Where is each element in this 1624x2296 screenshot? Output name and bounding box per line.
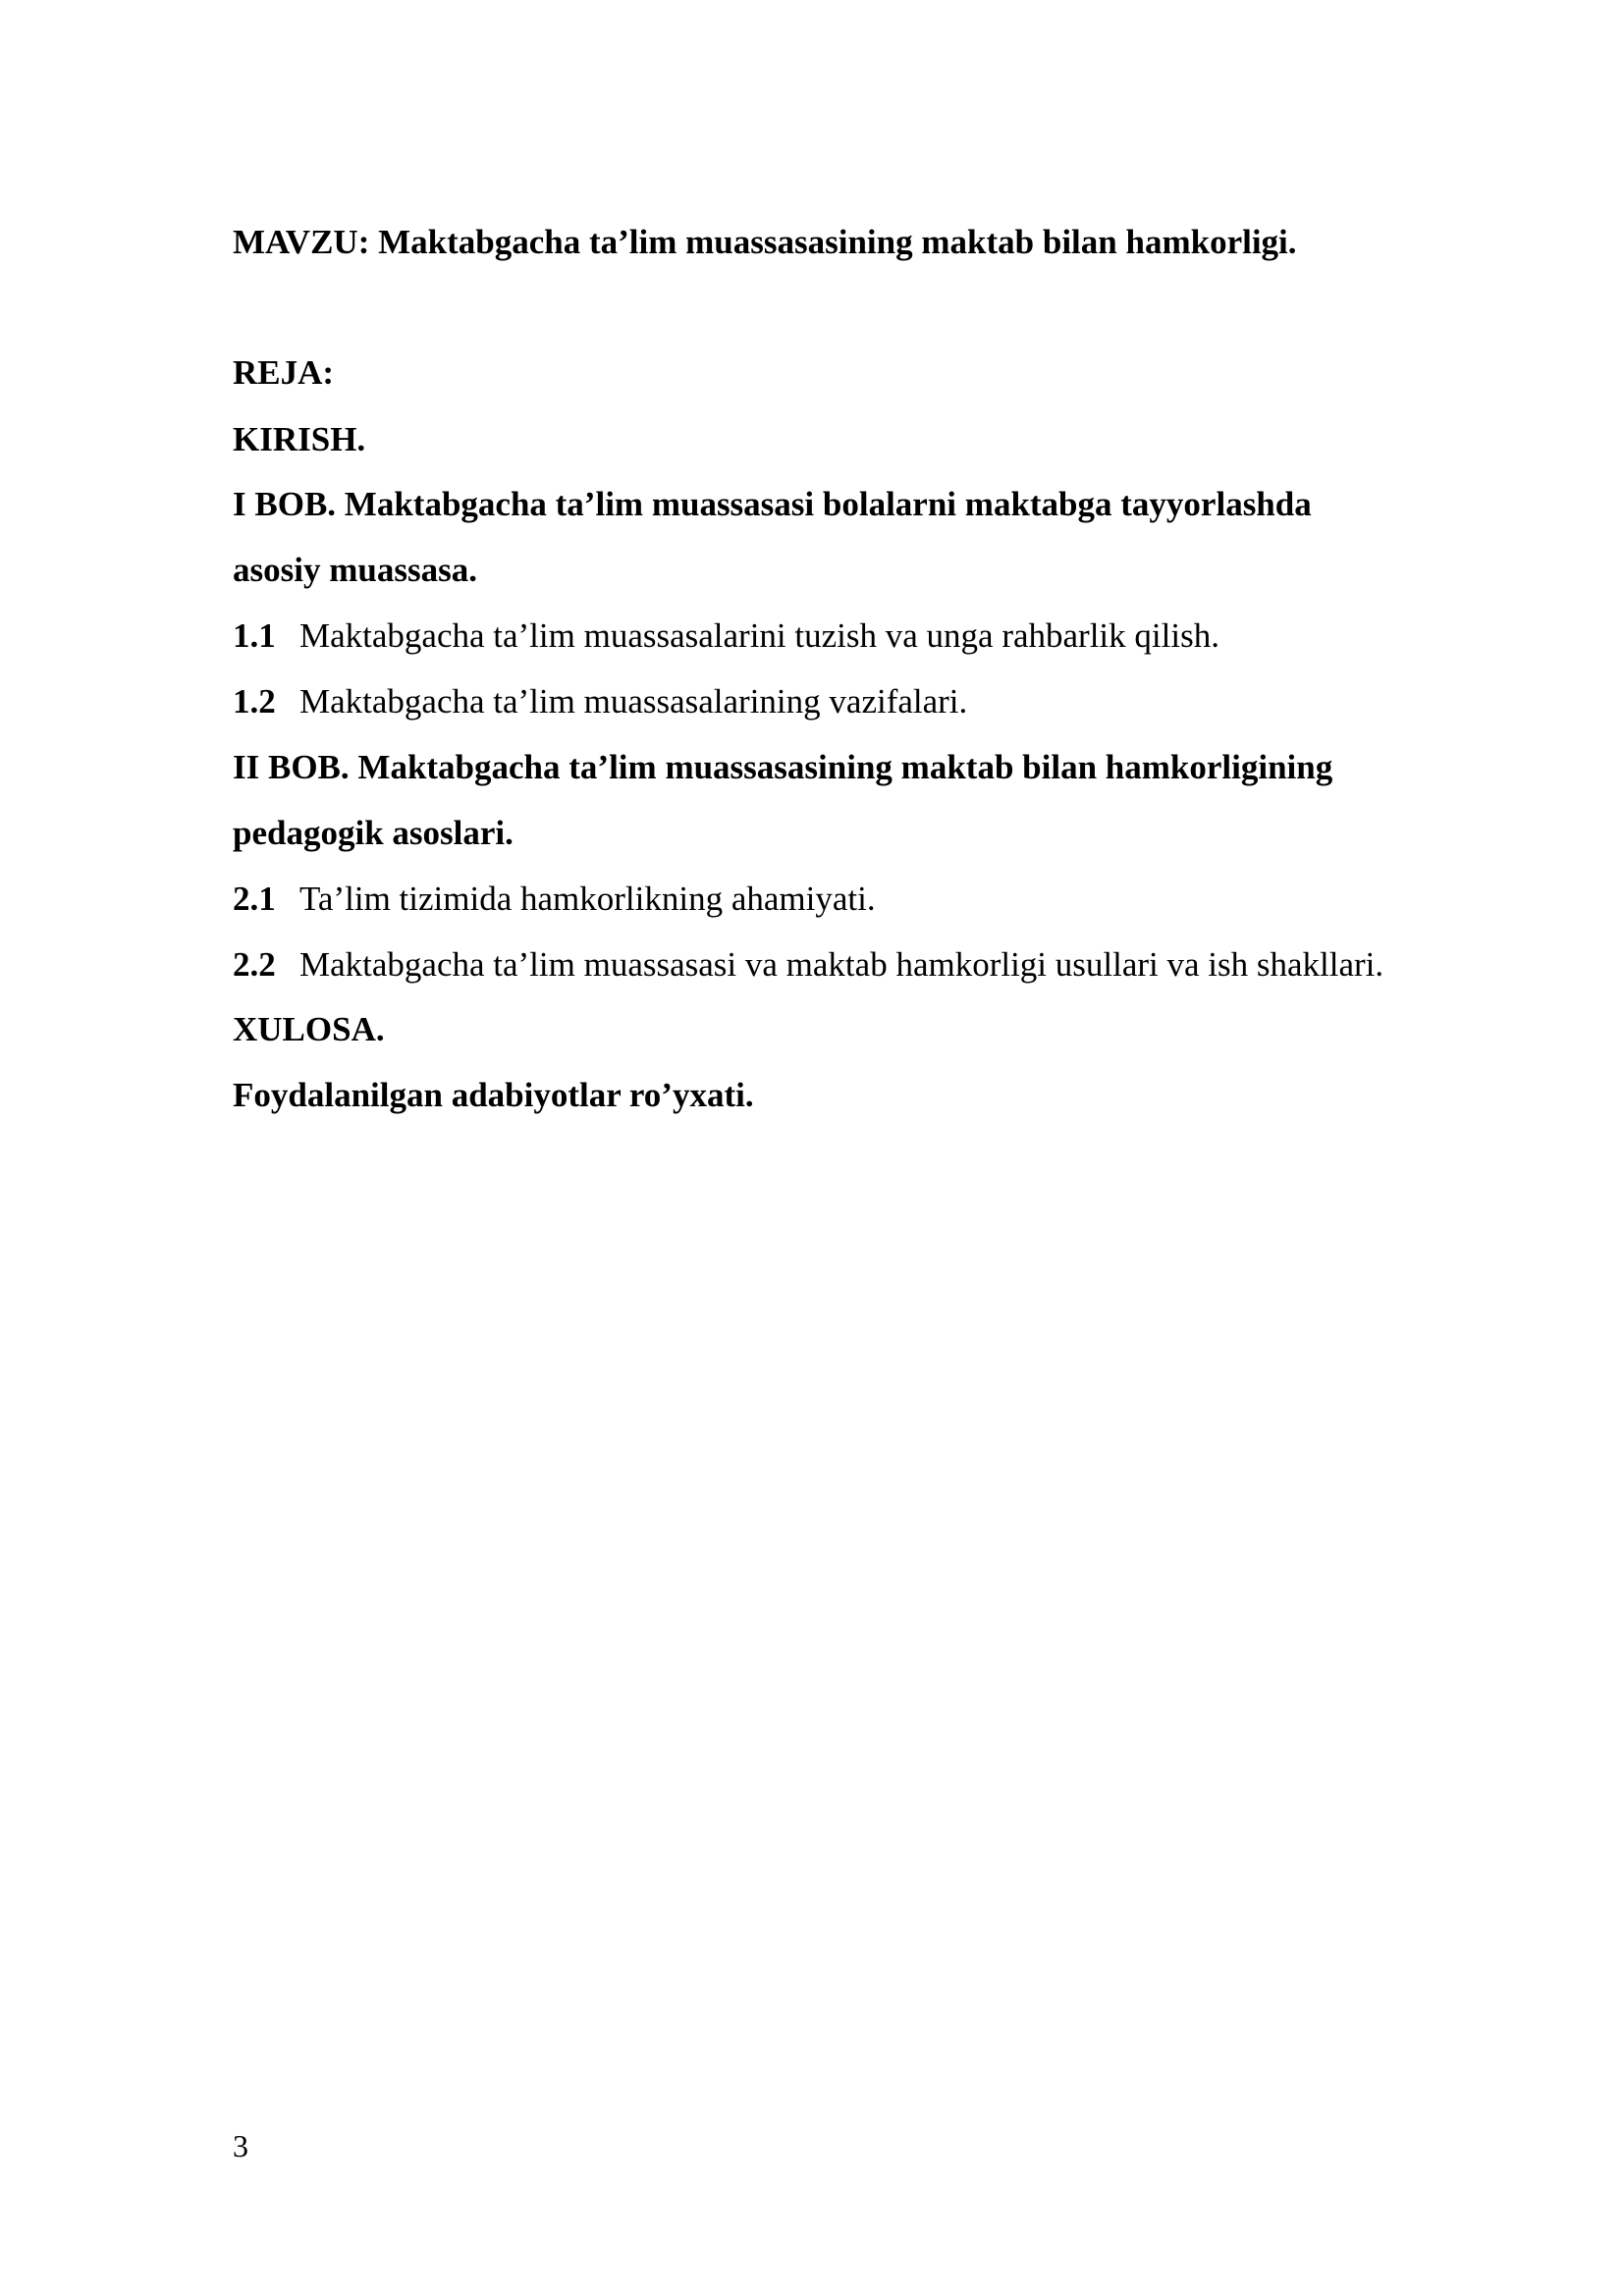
section-title: Maktabgacha ta’lim muassasasi va maktab hamkorligi usullari va ish shakllari.	[299, 945, 1384, 984]
section-title: Ta’lim tizimida hamkorlikning ahamiyati.	[299, 880, 876, 918]
section-2-2	[233, 943, 1383, 987]
section-1-1	[233, 614, 1219, 658]
chapter1-title-line2: asosiy muassasa.	[233, 551, 477, 589]
chapter1-title-line1: I BOB. Maktabgacha ta’lim muassasasi bolalarni maktabga tayyorlashda	[233, 485, 1312, 523]
section-number: 2.2	[233, 945, 276, 984]
references-heading: Foydalanilgan adabiyotlar ro’yxati.	[233, 1076, 754, 1114]
section-number: 2.1	[233, 880, 276, 918]
section-1-2	[233, 680, 967, 723]
section-number: 1.2	[233, 682, 276, 721]
conclusion-heading: XULOSA.	[233, 1010, 385, 1048]
section-2-1	[233, 878, 876, 921]
chapter2-title-line2: pedagogik asoslari.	[233, 814, 514, 852]
intro-heading: KIRISH.	[233, 420, 366, 458]
section-title: Maktabgacha ta’lim muassasalarining vazifalari.	[299, 682, 968, 721]
section-number: 1.1	[233, 616, 276, 655]
chapter2-title-line1: II BOB. Maktabgacha ta’lim muassasasining maktab bilan hamkorligining	[233, 748, 1333, 786]
page-number: 3	[233, 2128, 248, 2163]
plan-heading: REJA:	[233, 353, 335, 392]
topic-title: MAVZU: Maktabgacha ta’lim muassasasining maktab bilan hamkorligi.	[233, 223, 1297, 261]
section-title: Maktabgacha ta’lim muassasalarini tuzish va unga rahbarlik qilish.	[299, 616, 1219, 655]
